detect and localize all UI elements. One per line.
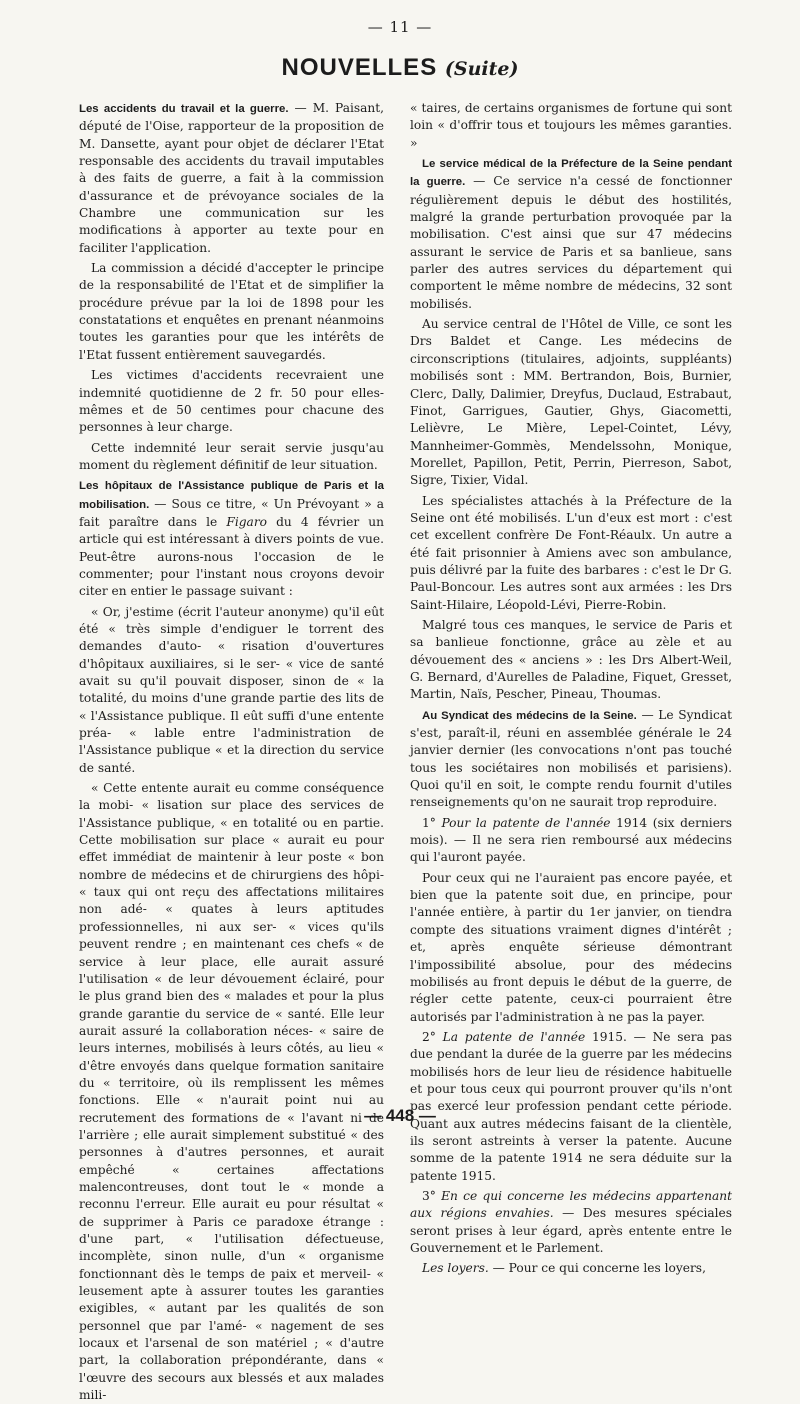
article-heading: Le service médical de la Préfecture de la Seine pendant la guerre. — [410, 158, 732, 189]
paragraph: Malgré tous ces manques, le service de Paris et sa banlieue fonctionne, grâce au zèle et au dévouement des « anciens » : les Drs Albert-Weil, G. Bernard, d'Aurelles de Paladine, Fiquet, Gresset, Martin, Naïs, Pescher, Pineau, Thoumas. — [410, 617, 732, 702]
left-column — [79, 100, 384, 1403]
article-heading: Au Syndicat des médecins de la Seine. — [422, 709, 637, 722]
page-title — [0, 54, 800, 82]
paragraph: Au service central de l'Hôtel de Ville, ce sont les Drs Baldet et Cange. Les médecins de circonscriptions (titulaires, adjoints, suppléants) mobilisés sont : MM. Bertrandon, Bois, Burnier, Clerc, Dally, Dalimier, Dreyfus, Duclaud, Estrabaut, Finot, Garrigues, Gautier, Ghys, Giacometti, Lelièvre, Le Mière, Lepel-Cointet, Lévy, Mannheimer-Gommès, Mendelssohn, Monique, Morellet, Papillon, Petit, Perrin, Pierreson, Sabot, Sigre, Tixier, Vidal. — [410, 317, 732, 488]
paragraph: Cette indemnité leur serait servie jusqu'au moment du règlement définitif de leur situation. — [79, 440, 384, 472]
quote-paragraph: « taires, de certains organismes de fortune qui sont loin « d'offrir tous et toujours les mêmes garanties. » — [410, 101, 732, 150]
paragraph: Au Syndicat des médecins de la Seine. — Le Syndicat s'est, paraît-il, réuni en assemblée générale le 24 janvier dernier (les convocations n'ont pas touché tous les sociétaires non mobilisés et parisiens). Quoi qu'il en soit, le compte rendu fournit d'utiles renseignements qu'on ne saurait trop reproduire. — [410, 707, 732, 810]
paragraph: 1° Pour la patente de l'année 1914 (six derniers mois). — Il ne sera rien remboursé aux médecins qui l'auront payée. — [410, 815, 732, 865]
paragraph: Pour ceux qui ne l'auraient pas encore payée, et bien que la patente soit due, en principe, pour l'année entière, à partir du 1er janvier, on tiendra compte des situations vraiment dignes d'intérêt ; et, après enquête sérieuse démontrant l'impossibilité absolue, pour des médecins mobilisés au front depuis le début de la guerre, de régler cette patente, ceux-ci pourraient être autorisés par l'administration à ne pas la payer. — [410, 870, 732, 1024]
title-suffix: (Suite) — [444, 58, 519, 80]
paragraph: Le service médical de la Préfecture de la Seine pendant la guerre. — Ce service n'a cessé de fonctionner régulièrement depuis le début des hostilités, malgré la grande perturbation provoquée par la mobilisation. C'est ainsi que sur 47 médecins assurant le service de Paris et sa banlieue, sans parler des autres services du département qui comportent le même nombre de médecins, 32 sont mobilisés. — [410, 158, 732, 311]
paragraph: Les loyers. — Pour ce qui concerne les loyers, — [422, 1261, 706, 1276]
paragraph: Les spécialistes attachés à la Préfecture de la Seine ont été mobilisés. L'un d'eux est mort : c'est cet excellent confrère De Font-Réaulx. Un autre a été fait prisonnier à Amiens avec son ambulance, puis délivré par la fuite des barbares : c'est le Dr G. Paul-Boncour. Les autres sont aux armées : les Drs Saint-Hilaire, Léopold-Lévi, Pierre-Robin. — [410, 493, 732, 612]
paragraph: 3° En ce qui concerne les médecins appartenant aux régions envahies. — Des mesures spéciales seront prises à leur égard, après entente entre le Gouvernement et le Parlement. — [410, 1188, 732, 1255]
paragraph: La commission a décidé d'accepter le principe de la responsabilité de l'Etat et de simplifier la procédure prévue par la loi de 1898 pour les constatations et enquêtes en prenant néanmoins toutes les garanties pour que les intérêts de l'Etat fussent entièrement sauvegardés. — [79, 261, 384, 362]
title-main: NOUVELLES — [281, 54, 438, 81]
paragraph: Les accidents du travail et la guerre. — M. Paisant, député de l'Oise, rapporteur de la proposition de M. Dansette, ayant pour objet de déclarer l'Etat responsable des accidents du travail imputables à des faits de guerre, a fait à la commission d'assurance et de prévoyance sociales de la Chambre une communication sur les modifications à apporter au texte pour en faciliter l'application. — [79, 101, 384, 255]
quote-paragraph: « Or, j'estime (écrit l'auteur anonyme) qu'il eût été « très simple d'endiguer le torrent des demandes d'auto- « risation d'ouvertures d'hôpitaux auxiliaires, si le ser- « vice de santé avait su qu'il pouvait disposer, sinon de « la totalité, du moins d'une grande partie des lits de « l'Assistance publique. Il eût suffi d'une entente préa- « lable entre l'administration de l'Assistance publique « et la direction du service de santé. — [79, 604, 384, 775]
paragraph: 2° La patente de l'année 1915. — Ne sera pas due pendant la durée de la guerre par les médecins mobilisés hors de leur lieu de résidence habituelle et pour tous ceux qui pourront prouver qu'ils n'ont pas exercé leur profession pendant cette période. Quant aux autres médecins faisant de la clientèle, ils seront astreints à verser la patente. Aucune somme de la patente 1914 ne sera déduite sur la patente 1915. — [410, 1029, 732, 1183]
paragraph: Les victimes d'accidents recevraient une indemnité quotidienne de 2 fr. 50 pour elles-mêmes et de 50 centimes pour chacune des personnes à leur charge. — [79, 368, 384, 435]
paragraph: Les hôpitaux de l'Assistance publique de Paris et la mobilisation. — Sous ce titre, « Un Prévoyant » a fait paraître dans le Figaro du 4 février un article qui est intéressant à divers points de vue. Peut-être aurons-nous l'occasion de le commenter; pour l'instant nous croyons devoir citer en entier le passage suivant : — [79, 480, 384, 599]
article-heading: Les hôpitaux de l'Assistance publique de Paris et la mobilisation. — [79, 480, 384, 511]
right-column — [410, 100, 732, 1276]
page-bottom-number: — 448 — — [364, 1106, 436, 1125]
page-top-number: — 11 — — [367, 18, 433, 36]
article-heading: Les accidents du travail et la guerre. — [79, 103, 289, 115]
quote-paragraph: « Cette entente aurait eu comme conséquence la mobi- « lisation sur place des services de l'Assistance publique, « en totalité ou en partie. Cette mobilisation sur place « aurait eu pour effet immédiat de maintenir à leur poste « bon nombre de médecins et de chirurgiens des hôpi- « taux qui ont reçu des affectations militaires non adé- « quates à leurs aptitudes professionnelles, ni aux ser- « vices qu'ils peuvent rendre ; en maintenant ces chefs « de service à leur place, elle aurait assuré l'utilisation « de leur dévouement éclairé, pour le plus grand bien des « malades et pour la plus grande garantie du service de « santé. Elle leur aurait assuré la collaboration néces- « saire de leurs internes, mobilisés à leurs côtés, au lieu « d'être envoyés dans quelque formation sanitaire du « territoire, où ils remplissent les mêmes fonctions. Elle « n'aurait point nui au recrutement des formations de « l'avant ni de l'arrière ; elle aurait simplement substitué « des personnes à d'autres personnes, et aurait empêché « certaines affectations malencontreuses, dont tout le « monde a reconnu l'erreur. Elle aurait eu pour résultat « de supprimer à Paris ce paradoxe étrange : d'une part, « l'utilisation défectueuse, incomplète, sinon nulle, d'un « organisme fonctionnant dès le temps de paix et merveil- « leusement apte à assurer toutes les garanties exigibles, « autant par les qualités de son personnel que par l'amé- « nagement de ses locaux et l'arsenal de son matériel ; « d'autre part, la collaboration prépondérante, dans « l'œuvre des secours aux blessés et aux malades mili- — [79, 781, 384, 1403]
